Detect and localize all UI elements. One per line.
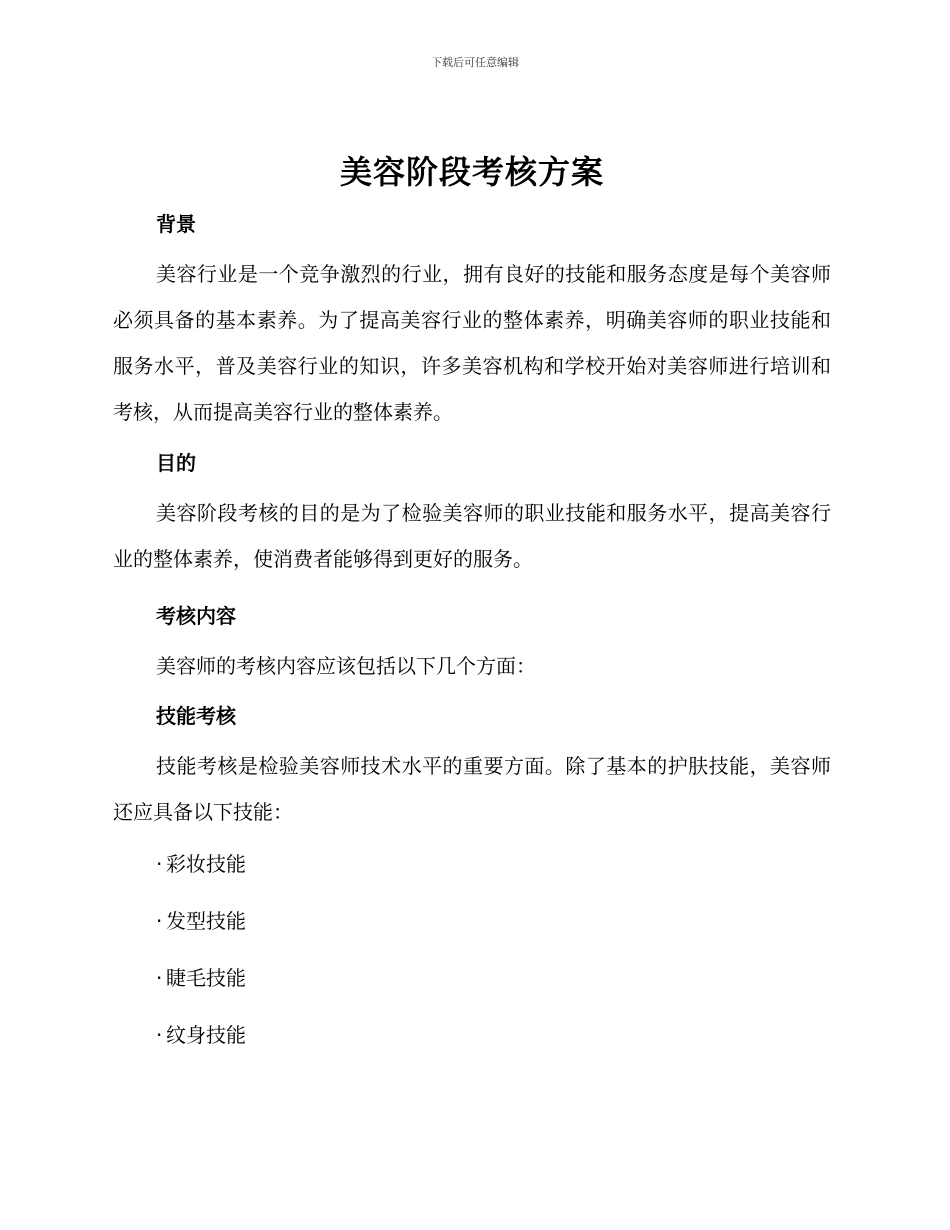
heading-purpose: 目的 <box>156 451 196 475</box>
list-item: · 发型技能 <box>113 906 831 936</box>
paragraph-content: 美容师的考核内容应该包括以下几个方面： <box>156 654 536 678</box>
bullet-icon: · <box>156 1023 163 1047</box>
bullet-icon: · <box>156 909 163 933</box>
header-note: 下载后可任意编辑 <box>431 56 519 69</box>
document-body <box>113 150 831 1050</box>
paragraph-skills: 技能考核是检验美容师技术水平的重要方面。除了基本的护肤技能，美容师还应具备以下技能： <box>113 754 831 824</box>
paragraph-purpose: 美容阶段考核的目的是为了检验美容师的职业技能和服务水平，提高美容行业的整体素养，使消费者能够得到更好的服务。 <box>113 501 831 571</box>
document-title: 美容阶段考核方案 <box>339 153 604 191</box>
bullet-icon: · <box>156 852 163 876</box>
heading-content: 考核内容 <box>156 604 236 628</box>
list-item: · 彩妆技能 <box>113 849 831 879</box>
heading-background: 背景 <box>156 212 196 236</box>
list-item: · 纹身技能 <box>113 1020 831 1050</box>
heading-skills: 技能考核 <box>156 704 236 728</box>
list-item: · 睫毛技能 <box>113 963 831 993</box>
bullet-icon: · <box>156 966 163 990</box>
paragraph-background: 美容行业是一个竞争激烈的行业，拥有良好的技能和服务态度是每个美容师必须具备的基本素养。为了提高美容行业的整体素养，明确美容师的职业技能和服务水平，普及美容行业的知识，许多美容机构和学校开始对美容师进行培训和考核，从而提高美容行业的整体素养。 <box>113 262 831 424</box>
skills-list <box>113 849 831 1050</box>
